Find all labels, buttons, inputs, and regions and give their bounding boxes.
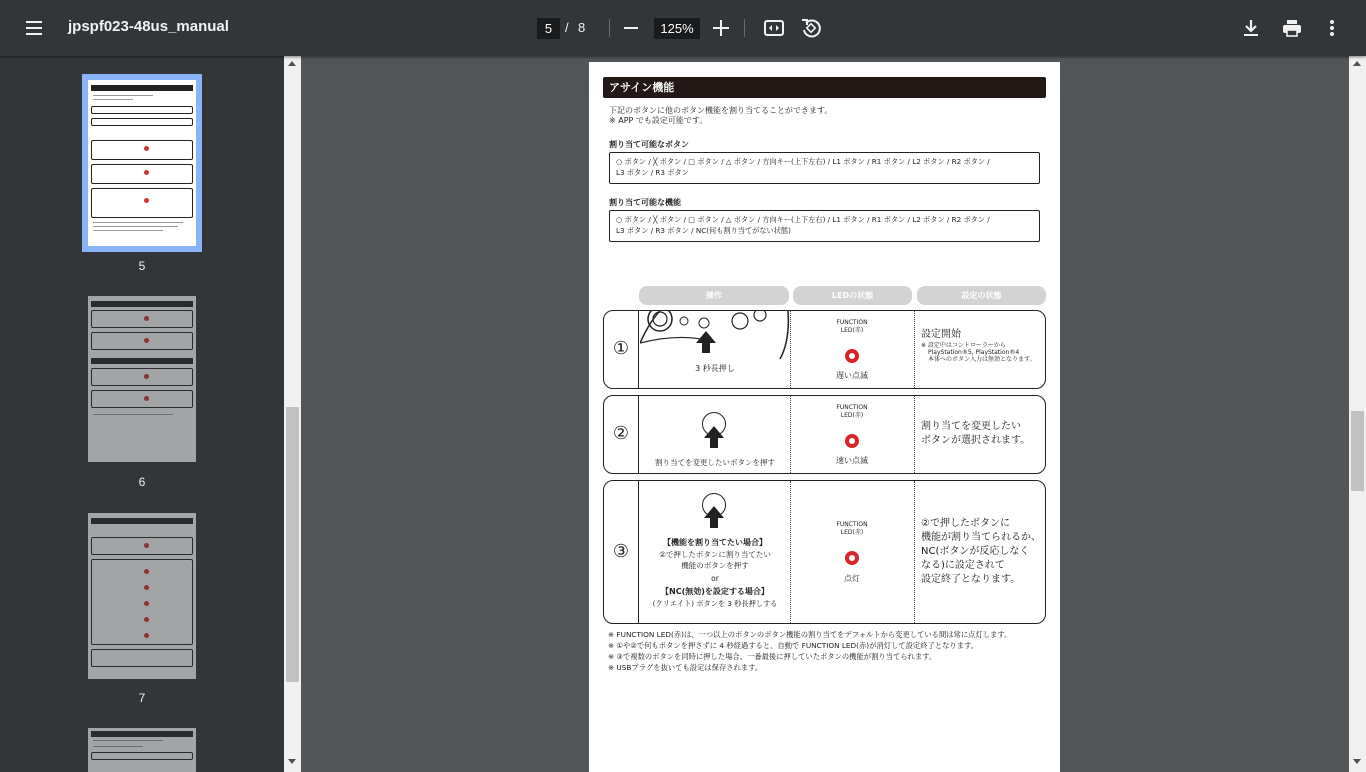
led-label: LED(赤) xyxy=(840,412,864,419)
column-divider xyxy=(914,311,915,388)
status-line: なる)に設定されて xyxy=(921,560,1005,571)
column-header-setting: 設定の状態 xyxy=(917,286,1046,305)
assignable-functions-line: L3 ボタン / R3 ボタン / NC(何も割り当てがない状態) xyxy=(616,226,791,235)
assignable-buttons-line: ○ ボタン / ╳ ボタン / □ ボタン / △ ボタン / 方向キー(上下左右) / L1 ボタン / R1 ボタン / L2 ボタン / R2 ボタン / xyxy=(616,157,990,166)
section-title: アサイン機能 xyxy=(603,77,1046,98)
sidebar-scrollbar[interactable] xyxy=(284,56,301,772)
main-scroll-thumb[interactable] xyxy=(1351,411,1364,491)
status-note: PlayStation®5, PlayStation®4 xyxy=(928,349,1020,356)
led-state: 速い点滅 xyxy=(836,456,868,465)
footnote: ※ ①や②で何もボタンを押さずに 4 秒経過すると、自動で FUNCTION LED(赤)が消灯して設定終了となります。 xyxy=(608,641,979,650)
press-arrow-stem xyxy=(702,343,710,353)
status-title: 設定開始 xyxy=(921,329,961,340)
menu-icon[interactable] xyxy=(20,16,48,40)
status-line: ボタンが選択されます。 xyxy=(921,435,1031,446)
assignable-buttons-line: L3 ボタン / R3 ボタン xyxy=(616,168,689,177)
assignable-functions-box xyxy=(609,210,1040,242)
page-separator: / xyxy=(565,20,569,35)
thumbnail-label: 6 xyxy=(138,475,146,489)
toolbar-divider xyxy=(609,19,610,37)
scroll-down-arrow-icon[interactable] xyxy=(288,759,296,764)
page-number-input[interactable]: 5 xyxy=(537,18,560,39)
scroll-up-arrow-icon[interactable] xyxy=(288,61,296,66)
thumbnail-label: 5 xyxy=(138,259,146,273)
press-arrow-stem xyxy=(710,518,718,528)
rotate-icon[interactable] xyxy=(799,16,823,40)
total-pages: 8 xyxy=(578,20,586,35)
step-number: ① xyxy=(604,311,639,388)
operation-text: ②で押したボタンに割り当てたい xyxy=(659,550,771,559)
sidebar-scroll-thumb[interactable] xyxy=(286,407,299,682)
operation-text: 3 秒長押し xyxy=(695,364,735,373)
gear-led-icon xyxy=(845,434,859,448)
led-state: 点灯 xyxy=(844,574,860,583)
column-header-led: LEDの状態 xyxy=(793,286,912,305)
press-arrow-icon xyxy=(696,331,716,343)
main-scrollbar[interactable] xyxy=(1349,56,1366,772)
pdf-page xyxy=(589,62,1060,772)
step-number: ② xyxy=(604,396,639,473)
footnote: ※ USBプラグを抜いても設定は保存されます。 xyxy=(608,663,763,672)
led-label: FUNCTION xyxy=(836,521,868,528)
assignable-buttons-heading: 割り当て可能なボタン xyxy=(609,140,689,149)
operation-text: (クリエイト) ボタンを 3 秒長押しする xyxy=(652,599,778,608)
print-icon[interactable] xyxy=(1280,16,1304,40)
column-divider xyxy=(914,396,915,473)
fit-page-icon[interactable] xyxy=(762,16,786,40)
assignable-functions-line: ○ ボタン / ╳ ボタン / □ ボタン / △ ボタン / 方向キー(上下左右) / L1 ボタン / R1 ボタン / L2 ボタン / R2 ボタン / xyxy=(616,215,990,224)
press-arrow-icon xyxy=(704,426,724,438)
column-divider xyxy=(790,481,791,623)
page-thumbnail-7[interactable] xyxy=(88,513,196,679)
scroll-down-arrow-icon[interactable] xyxy=(1353,759,1361,764)
operation-or: or xyxy=(711,574,719,583)
led-label: FUNCTION xyxy=(836,319,868,326)
zoom-in-icon[interactable] xyxy=(713,20,729,36)
gear-led-icon xyxy=(845,551,859,565)
intro-text: 下記のボタンに他のボタン機能を割り当てることができます。 xyxy=(609,106,833,115)
led-label: LED(赤) xyxy=(840,529,864,536)
assignable-buttons-box xyxy=(609,152,1040,184)
status-line: 割り当てを変更したい xyxy=(921,421,1021,432)
zoom-out-icon[interactable] xyxy=(624,27,638,29)
page-thumbnail-6[interactable] xyxy=(88,296,196,462)
step-row-1 xyxy=(603,310,1046,389)
document-title: jpspf023-48us_manual xyxy=(68,18,229,35)
column-divider xyxy=(914,481,915,623)
press-arrow-stem xyxy=(710,438,718,448)
led-label: LED(赤) xyxy=(840,327,864,334)
zoom-level-input[interactable]: 125% xyxy=(654,18,700,39)
intro-note: ※ APP でも設定可能です。 xyxy=(609,116,708,125)
step-row-2 xyxy=(603,395,1046,474)
more-vert-icon[interactable] xyxy=(1320,16,1344,40)
status-note: 本体へのボタン入力は無効となります。 xyxy=(928,356,1036,363)
led-label: FUNCTION xyxy=(836,404,868,411)
status-note: ※ 設定中はコントローラーから xyxy=(921,342,1006,349)
thumbnail-label: 7 xyxy=(138,691,146,705)
status-line: 設定終了となります。 xyxy=(921,574,1021,585)
step-number: ③ xyxy=(604,481,639,623)
thumbnail-sidebar xyxy=(0,56,284,772)
assignable-functions-heading: 割り当て可能な機能 xyxy=(609,198,681,207)
operation-text: 機能のボタンを押す xyxy=(681,561,749,570)
footnote: ※ FUNCTION LED(赤)は、一つ以上のボタンのボタン機能の割り当てをデフォルトから変更している間は常に点灯します。 xyxy=(608,630,1012,639)
footnote: ※ ③で複数のボタンを同時に押した場合、一番最後に押していたボタンの機能が割り当てられます。 xyxy=(608,652,937,661)
operation-heading: 【機能を割り当てたい場合】 xyxy=(663,538,767,547)
gear-led-icon xyxy=(845,349,859,363)
status-line: ②で押したボタンに xyxy=(921,518,1010,529)
status-line: NC(ボタンが反応しなく xyxy=(921,546,1030,557)
download-icon[interactable] xyxy=(1239,16,1263,40)
press-arrow-icon xyxy=(704,506,724,518)
step-row-3 xyxy=(603,480,1046,624)
toolbar-divider xyxy=(744,19,745,37)
column-header-operation: 操作 xyxy=(639,286,789,305)
page-thumbnail-8[interactable] xyxy=(88,728,196,772)
operation-heading: 【NC(無効)を設定する場合】 xyxy=(661,587,769,596)
led-state: 遅い点滅 xyxy=(836,371,868,380)
scroll-up-arrow-icon[interactable] xyxy=(1353,61,1361,66)
status-line: 機能が割り当てられるか、 xyxy=(921,532,1041,543)
operation-text: 割り当てを変更したいボタンを押す xyxy=(655,458,775,467)
pdf-toolbar xyxy=(0,0,1366,56)
page-thumbnail-5[interactable] xyxy=(88,80,196,246)
